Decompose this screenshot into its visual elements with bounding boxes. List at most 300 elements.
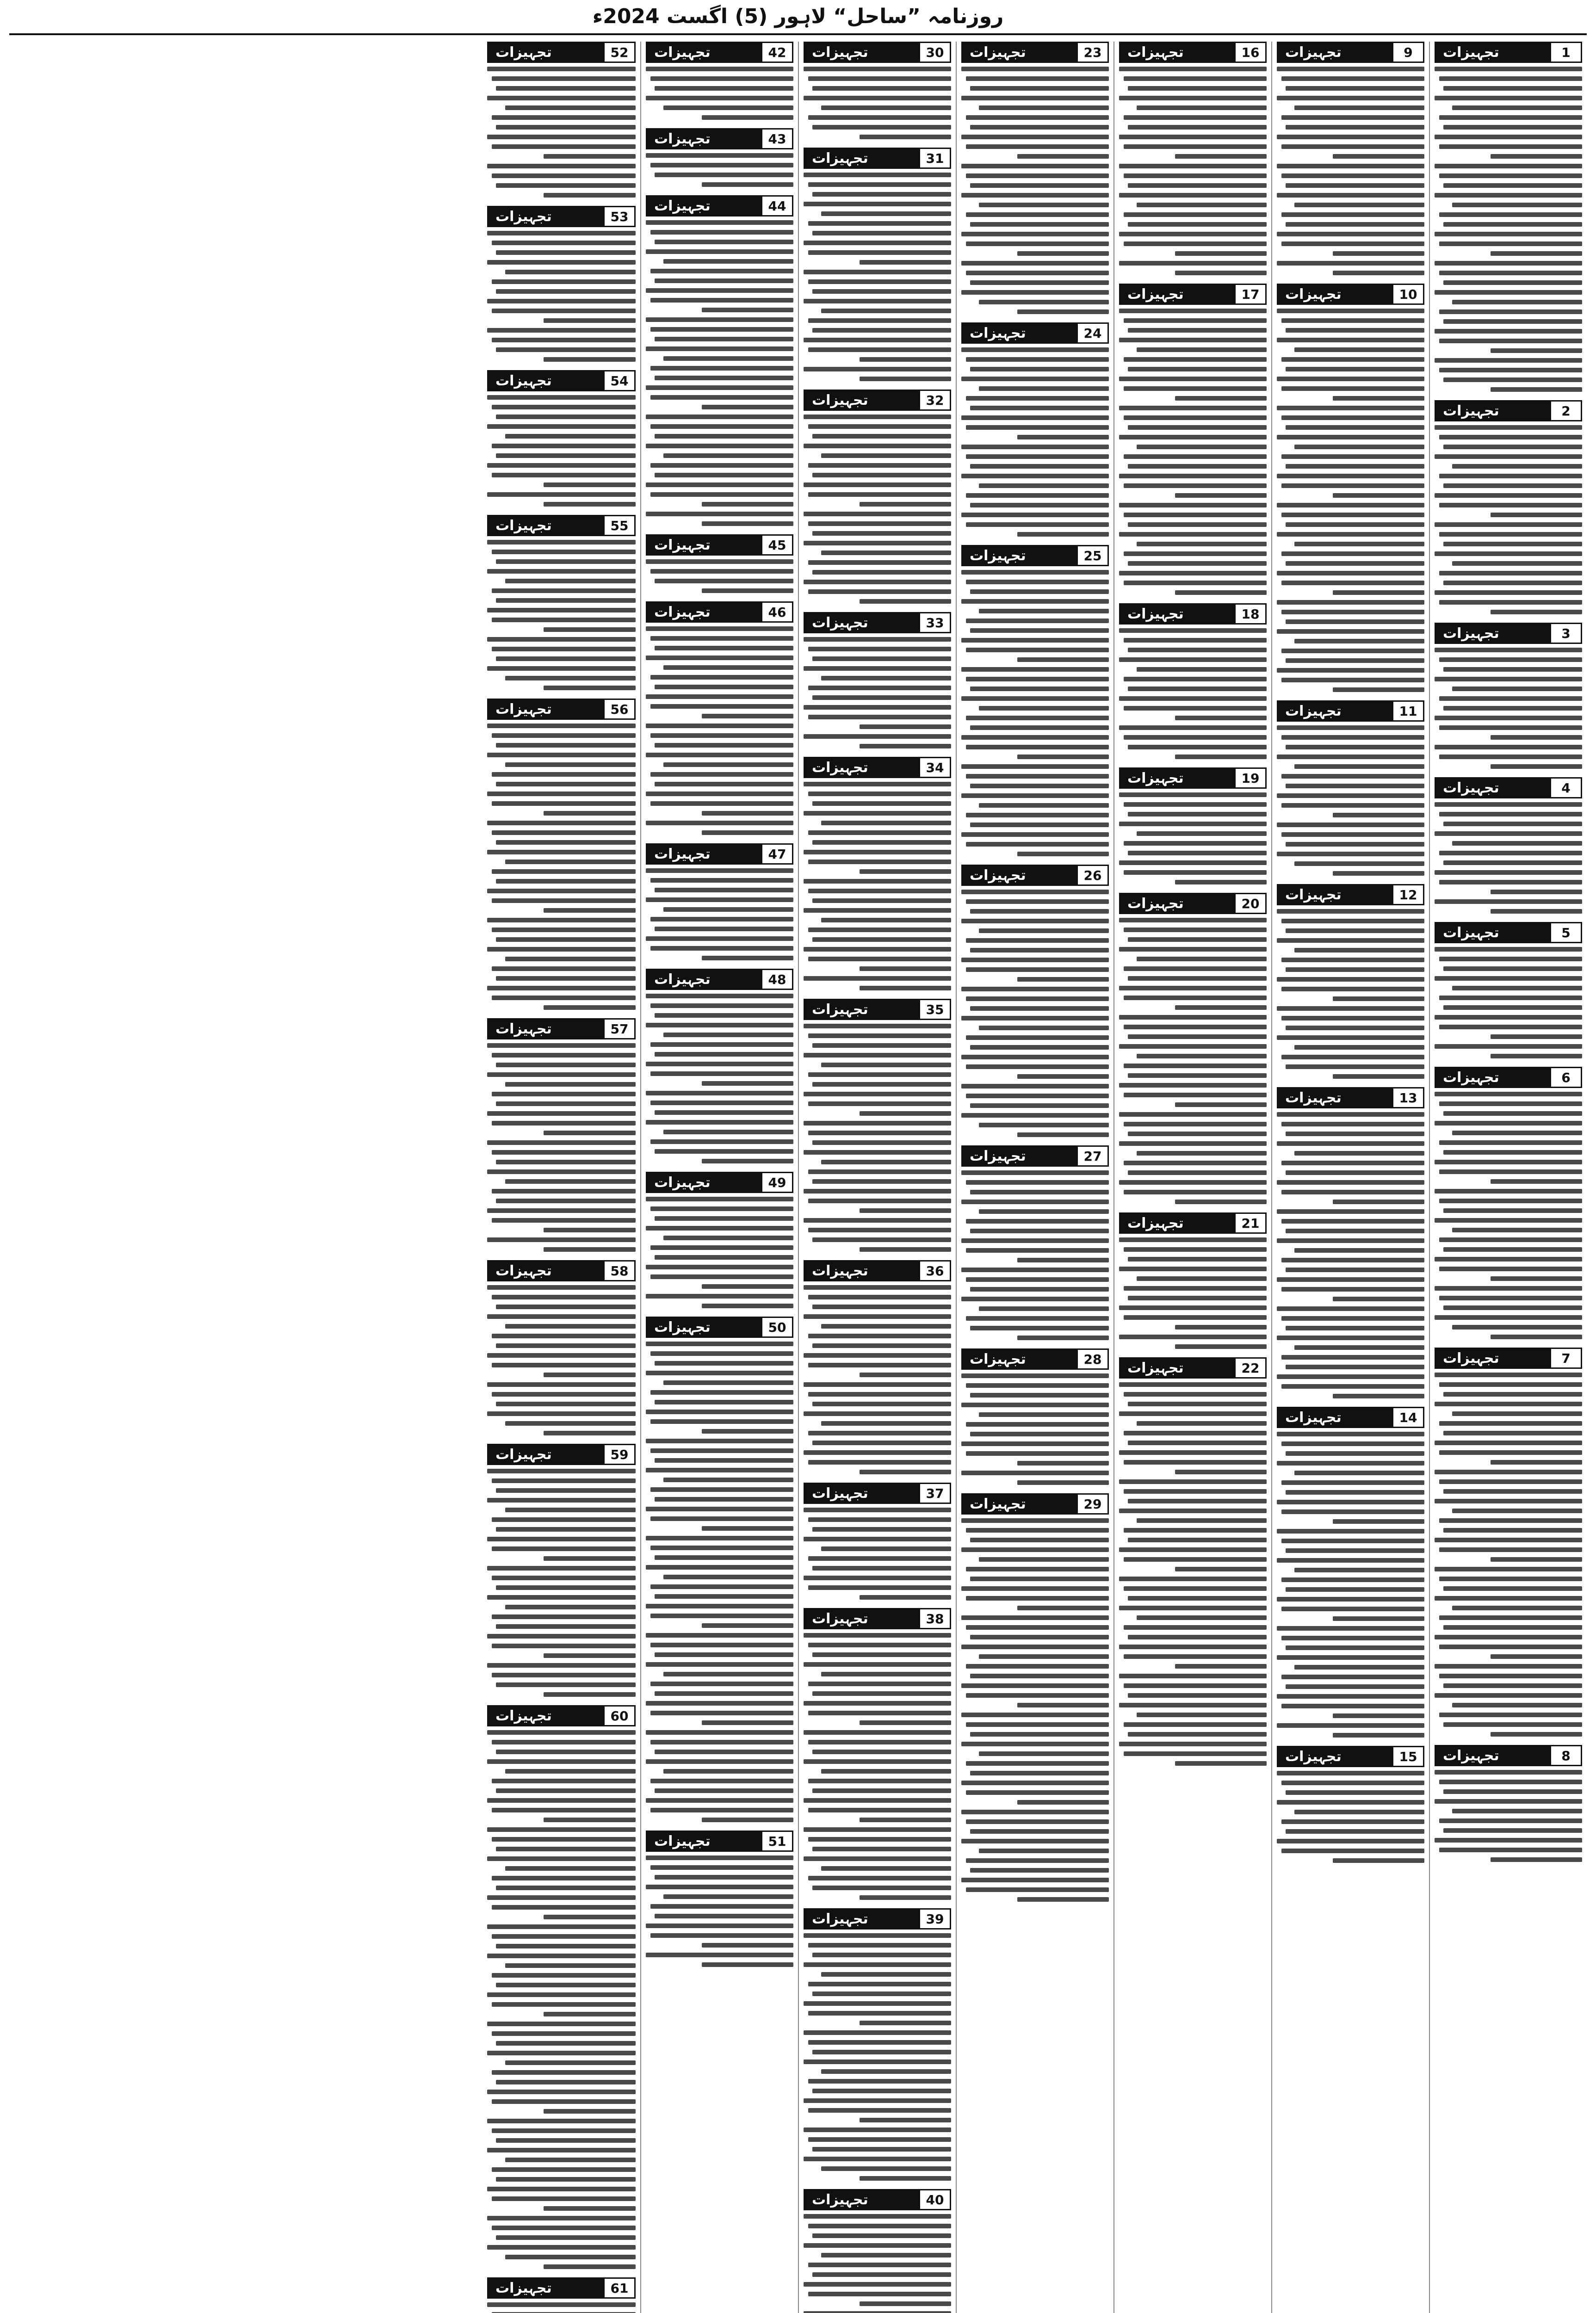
text-line xyxy=(650,1003,793,1008)
text-line xyxy=(1281,241,1424,246)
text-line xyxy=(979,803,1109,808)
text-line xyxy=(496,2041,636,2046)
text-line xyxy=(808,2079,951,2084)
text-line xyxy=(1017,1074,1109,1079)
text-line xyxy=(496,1101,636,1106)
text-line xyxy=(1435,1044,1582,1049)
text-line xyxy=(966,115,1109,120)
notice-number: 52 xyxy=(603,42,636,63)
text-line xyxy=(970,1674,1109,1678)
text-line xyxy=(544,1373,636,1377)
text-line xyxy=(1286,784,1424,788)
text-line xyxy=(1137,445,1267,449)
text-line xyxy=(650,327,793,332)
text-line xyxy=(1443,1789,1582,1794)
text-line xyxy=(487,1411,636,1416)
text-line xyxy=(966,1451,1109,1456)
notice-body-text xyxy=(961,1170,1109,1340)
text-line xyxy=(1281,832,1424,837)
text-line xyxy=(860,2301,951,2306)
text-line xyxy=(1439,1615,1582,1620)
text-line xyxy=(966,938,1109,943)
text-line xyxy=(1124,115,1267,120)
text-line xyxy=(492,241,636,245)
text-line xyxy=(492,1189,636,1194)
text-line xyxy=(492,550,636,554)
text-line xyxy=(979,1849,1109,1853)
text-line xyxy=(1443,1683,1582,1688)
text-line xyxy=(492,338,636,342)
text-line xyxy=(1435,1373,1582,1377)
text-line xyxy=(808,1131,951,1135)
text-line xyxy=(808,889,951,893)
text-line xyxy=(650,366,793,371)
text-line xyxy=(1439,996,1582,1000)
notice-heading-label: تجہیزات xyxy=(654,1833,711,1849)
text-line xyxy=(496,937,636,942)
notice-heading-label: تجہیزات xyxy=(495,372,552,389)
text-line xyxy=(663,1380,793,1385)
text-line xyxy=(1119,628,1267,633)
text-line xyxy=(1294,1248,1424,1253)
text-line xyxy=(970,589,1109,594)
notice-body-text xyxy=(1277,1432,1424,1738)
text-line xyxy=(812,2147,951,2152)
text-line xyxy=(650,1933,793,1938)
text-line xyxy=(1281,803,1424,808)
notice-body-text xyxy=(1119,1382,1267,1766)
notice-heading-bar xyxy=(1277,42,1424,63)
text-line xyxy=(961,1615,1109,1620)
text-line xyxy=(1439,1101,1582,1106)
text-line xyxy=(487,231,636,235)
text-line xyxy=(1333,1858,1424,1863)
text-line xyxy=(1017,1606,1109,1610)
text-line xyxy=(1333,996,1424,1001)
notice-article-31 xyxy=(804,148,951,381)
text-line xyxy=(966,1180,1109,1185)
notice-heading-label: تجہیزات xyxy=(1443,1747,1499,1764)
text-line xyxy=(804,1933,951,1938)
notice-number: 4 xyxy=(1550,777,1582,798)
text-line xyxy=(655,782,793,786)
notice-article-40 xyxy=(804,2189,951,2313)
text-line xyxy=(1439,212,1582,217)
text-line xyxy=(1491,890,1582,894)
text-line xyxy=(821,1160,951,1164)
text-line xyxy=(804,270,951,274)
notice-heading-bar xyxy=(961,42,1109,63)
text-line xyxy=(487,1382,636,1387)
text-line xyxy=(1452,300,1582,304)
text-line xyxy=(1281,454,1424,459)
notice-heading-label: تجہیزات xyxy=(1285,1409,1342,1426)
text-line xyxy=(1281,1258,1424,1262)
text-line xyxy=(650,1682,793,1686)
text-line xyxy=(655,1361,793,1366)
text-line xyxy=(496,598,636,603)
text-line xyxy=(966,899,1109,904)
text-line xyxy=(1491,1557,1582,1562)
text-line xyxy=(1435,261,1582,266)
text-line xyxy=(646,1062,793,1066)
text-line xyxy=(487,1285,636,1290)
text-line xyxy=(812,840,951,845)
notice-heading-bar xyxy=(961,865,1109,886)
text-line xyxy=(1439,571,1582,575)
notice-heading-label: تجہیزات xyxy=(812,1485,868,1502)
text-line xyxy=(804,976,951,981)
notice-heading-label: تجہیزات xyxy=(812,759,868,776)
text-line xyxy=(650,1351,793,1356)
text-line xyxy=(804,1508,951,1512)
text-line xyxy=(808,347,951,352)
text-line xyxy=(1443,1586,1582,1591)
text-line xyxy=(1277,1839,1424,1843)
text-line xyxy=(702,1962,793,1967)
text-line xyxy=(970,1432,1109,1436)
text-line xyxy=(808,1431,951,1435)
text-line xyxy=(496,2080,636,2084)
text-line xyxy=(961,513,1109,517)
text-line xyxy=(487,2119,636,2123)
notice-heading-label: تجہیزات xyxy=(654,971,711,988)
text-line xyxy=(1443,966,1582,971)
text-line xyxy=(821,821,951,825)
text-line xyxy=(804,2030,951,2035)
text-line xyxy=(821,1769,951,1774)
text-line xyxy=(1119,1015,1267,1020)
text-line xyxy=(821,676,951,680)
text-line xyxy=(1124,513,1267,517)
text-line xyxy=(650,298,793,303)
text-line xyxy=(808,860,951,864)
text-line xyxy=(1017,1703,1109,1707)
text-line xyxy=(1175,271,1267,275)
text-line xyxy=(1435,551,1582,556)
text-line xyxy=(1128,745,1267,749)
notice-heading-bar xyxy=(804,1483,951,1504)
text-line xyxy=(1452,464,1582,469)
text-line xyxy=(655,240,793,244)
text-line xyxy=(1281,1219,1424,1224)
text-line xyxy=(1175,716,1267,720)
text-line xyxy=(1119,696,1267,701)
notice-article-9 xyxy=(1277,42,1424,275)
notice-heading-bar xyxy=(1277,884,1424,905)
text-line xyxy=(646,694,793,699)
text-line xyxy=(961,445,1109,449)
notice-number: 28 xyxy=(1076,1348,1109,1370)
text-line xyxy=(544,2206,636,2211)
text-line xyxy=(1175,1005,1267,1010)
text-line xyxy=(544,1692,636,1697)
notice-number: 5 xyxy=(1550,922,1582,943)
text-line xyxy=(650,1274,793,1279)
notice-body-text xyxy=(1119,67,1267,275)
text-line xyxy=(966,1819,1109,1824)
text-line xyxy=(492,2031,636,2036)
text-line xyxy=(646,936,793,941)
notice-heading-bar xyxy=(1119,42,1267,63)
text-line xyxy=(1281,318,1424,323)
text-line xyxy=(966,1790,1109,1795)
text-line xyxy=(966,1383,1109,1388)
text-line xyxy=(650,1865,793,1870)
text-line xyxy=(1443,667,1582,672)
text-line xyxy=(966,241,1109,246)
text-line xyxy=(808,424,951,429)
text-line xyxy=(650,1711,793,1715)
text-line xyxy=(655,1652,793,1657)
notice-body-text xyxy=(1435,1373,1582,1737)
text-line xyxy=(663,1033,793,1037)
text-line xyxy=(860,135,951,139)
notice-heading-bar xyxy=(487,2277,636,2299)
text-line xyxy=(1137,1713,1267,1717)
notice-body-text xyxy=(1277,909,1424,1079)
text-line xyxy=(1128,1170,1267,1175)
text-line xyxy=(1124,1586,1267,1591)
text-line xyxy=(970,784,1109,788)
text-line xyxy=(812,1788,951,1793)
text-line xyxy=(1277,909,1424,914)
text-line xyxy=(1124,581,1267,585)
text-line xyxy=(487,2245,636,2250)
text-line xyxy=(860,1208,951,1213)
text-line xyxy=(544,627,636,632)
text-line xyxy=(808,250,951,255)
text-line xyxy=(646,656,793,660)
text-line xyxy=(1281,357,1424,362)
text-line xyxy=(1119,1112,1267,1117)
text-line xyxy=(1128,1635,1267,1639)
text-line xyxy=(812,898,951,903)
text-line xyxy=(650,1071,793,1076)
text-line xyxy=(650,1390,793,1395)
text-line xyxy=(650,76,793,81)
text-line xyxy=(1124,1460,1267,1465)
notice-number: 2 xyxy=(1550,400,1582,421)
text-line xyxy=(1435,716,1582,720)
notice-body-text xyxy=(1277,1112,1424,1398)
text-line xyxy=(1128,1538,1267,1542)
text-line xyxy=(496,1305,636,1309)
text-line xyxy=(804,2001,951,2006)
notice-body-text xyxy=(1277,309,1424,692)
text-line xyxy=(1281,551,1424,556)
text-line xyxy=(812,695,951,700)
notice-article-35 xyxy=(804,999,951,1252)
text-line xyxy=(804,2311,951,2313)
text-line xyxy=(1333,687,1424,692)
text-line xyxy=(492,801,636,806)
notice-number: 26 xyxy=(1076,865,1109,886)
notice-article-33 xyxy=(804,612,951,748)
text-line xyxy=(1017,1336,1109,1340)
text-line xyxy=(544,1653,636,1658)
text-line xyxy=(1124,1654,1267,1659)
text-line xyxy=(487,1498,636,1503)
text-line xyxy=(860,869,951,874)
text-line xyxy=(1294,948,1424,952)
text-line xyxy=(1452,1131,1582,1135)
text-line xyxy=(487,792,636,796)
text-line xyxy=(663,356,793,361)
text-line xyxy=(812,1140,951,1145)
notice-heading-label: تجہیزات xyxy=(1443,1069,1499,1086)
notice-number: 35 xyxy=(919,999,951,1020)
text-line xyxy=(646,1294,793,1299)
notice-heading-bar xyxy=(804,390,951,411)
text-line xyxy=(804,173,951,177)
notice-heading-bar xyxy=(1277,284,1424,305)
text-line xyxy=(650,772,793,777)
text-line xyxy=(1175,1761,1267,1766)
notice-number: 42 xyxy=(761,42,793,63)
text-line xyxy=(1175,1664,1267,1669)
text-line xyxy=(1277,977,1424,982)
text-line xyxy=(1124,1751,1267,1756)
text-line xyxy=(860,1373,951,1377)
text-line xyxy=(970,686,1109,691)
notice-heading-bar xyxy=(487,206,636,227)
text-line xyxy=(808,1876,951,1880)
text-line xyxy=(804,2243,951,2248)
text-line xyxy=(966,1316,1109,1321)
text-line xyxy=(808,928,951,932)
text-line xyxy=(808,76,951,81)
text-line xyxy=(1491,764,1582,769)
text-line xyxy=(646,444,793,448)
text-line xyxy=(804,580,951,584)
text-line xyxy=(1294,347,1424,352)
text-line xyxy=(487,1595,636,1600)
text-line xyxy=(1128,937,1267,942)
text-line xyxy=(966,1722,1109,1727)
text-line xyxy=(487,2148,636,2152)
text-line xyxy=(804,1411,951,1416)
text-line xyxy=(1124,551,1267,556)
notice-number: 3 xyxy=(1550,623,1582,644)
text-line xyxy=(1175,1200,1267,1204)
text-line xyxy=(492,1392,636,1397)
text-line xyxy=(804,2282,951,2287)
notice-number: 6 xyxy=(1550,1067,1582,1088)
notice-body-text xyxy=(1119,918,1267,1204)
text-line xyxy=(808,1392,951,1397)
text-line xyxy=(966,1528,1109,1533)
notice-body-text xyxy=(804,1508,951,1600)
text-line xyxy=(1435,1121,1582,1126)
text-line xyxy=(1119,435,1267,439)
text-line xyxy=(646,317,793,322)
notice-article-14 xyxy=(1277,1407,1424,1738)
notice-heading-bar xyxy=(804,999,951,1020)
text-line xyxy=(544,154,636,159)
notice-heading-bar xyxy=(1435,623,1582,644)
text-line xyxy=(1491,1335,1582,1339)
notice-number: 8 xyxy=(1550,1745,1582,1766)
text-line xyxy=(487,135,636,139)
text-line xyxy=(650,1206,793,1211)
notice-heading-bar xyxy=(646,601,793,623)
text-line xyxy=(966,522,1109,527)
text-line xyxy=(961,764,1109,769)
notice-number: 55 xyxy=(603,515,636,536)
text-line xyxy=(961,193,1109,198)
text-line xyxy=(492,1092,636,1096)
text-line xyxy=(655,1216,793,1221)
notice-article-16 xyxy=(1119,42,1267,275)
text-line xyxy=(487,1992,636,1997)
text-line xyxy=(702,1818,793,1822)
text-line xyxy=(1281,1509,1424,1514)
notice-body-text xyxy=(804,1285,951,1474)
text-line xyxy=(860,357,951,362)
text-line xyxy=(860,724,951,729)
text-line xyxy=(655,1110,793,1115)
notice-heading-label: تجہیزات xyxy=(1285,44,1342,61)
text-line xyxy=(1175,154,1267,159)
text-line xyxy=(804,1962,951,1967)
text-line xyxy=(492,279,636,284)
text-line xyxy=(1128,1296,1267,1300)
notice-body-text xyxy=(804,637,951,748)
text-line xyxy=(1119,986,1267,990)
notice-number: 27 xyxy=(1076,1145,1109,1167)
text-line xyxy=(821,105,951,110)
text-line xyxy=(1491,735,1582,740)
text-line xyxy=(1443,222,1582,227)
text-line xyxy=(1443,1392,1582,1397)
text-line xyxy=(804,541,951,545)
notice-body-text xyxy=(1277,725,1424,876)
text-line xyxy=(1294,1568,1424,1572)
text-line xyxy=(804,1150,951,1155)
text-line xyxy=(646,1536,793,1540)
text-line xyxy=(1435,454,1582,459)
notice-heading-bar xyxy=(487,1444,636,1465)
text-line xyxy=(808,1943,951,1948)
notice-heading-label: تجہیزات xyxy=(1127,1215,1184,1231)
notice-article-45 xyxy=(646,534,793,593)
text-line xyxy=(1435,358,1582,363)
notice-body-text xyxy=(1277,67,1424,275)
text-line xyxy=(496,1063,636,1067)
notice-heading-bar xyxy=(1277,1087,1424,1108)
text-line xyxy=(1286,425,1424,430)
notice-body-text xyxy=(961,1518,1109,1902)
text-line xyxy=(496,1199,636,1203)
notice-number: 58 xyxy=(603,1260,636,1281)
text-line xyxy=(1277,67,1424,71)
text-line xyxy=(650,675,793,680)
text-line xyxy=(1124,1528,1267,1533)
text-line xyxy=(1124,76,1267,81)
notice-article-13 xyxy=(1277,1087,1424,1398)
text-line xyxy=(1124,1161,1267,1165)
notice-article-42 xyxy=(646,42,793,120)
column-1 xyxy=(1429,42,1587,2313)
text-line xyxy=(1281,1675,1424,1679)
text-line xyxy=(487,328,636,333)
text-line xyxy=(1491,1460,1582,1465)
text-line xyxy=(1124,1093,1267,1097)
text-line xyxy=(860,1818,951,1822)
text-line xyxy=(492,928,636,932)
text-line xyxy=(655,337,793,341)
